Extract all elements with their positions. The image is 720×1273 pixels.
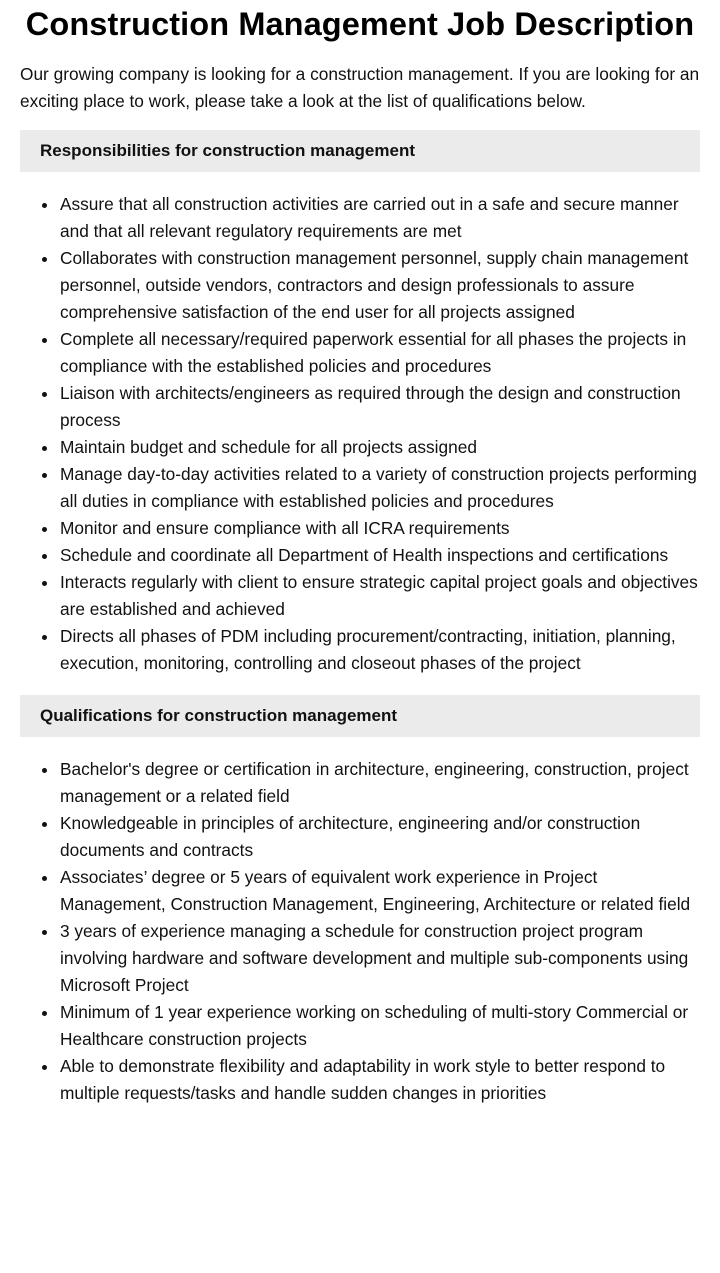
page-title: Construction Management Job Description xyxy=(25,6,695,42)
responsibilities-list xyxy=(20,191,700,677)
list-item: Complete all necessary/required paperwork essential for all phases the projects in compliance with the established policies and procedures xyxy=(20,326,700,380)
list-item: Collaborates with construction management personnel, supply chain management personnel, outside vendors, contractors and design professionals to assure comprehensive satisfaction of the end user for all projects assigned xyxy=(20,245,700,326)
list-item: Interacts regularly with client to ensure strategic capital project goals and objectives are established and achieved xyxy=(20,569,700,623)
list-item: Manage day-to-day activities related to a variety of construction projects performing all duties in compliance with established policies and procedures xyxy=(20,461,700,515)
list-item: Minimum of 1 year experience working on scheduling of multi-story Commercial or Healthcare construction projects xyxy=(20,999,700,1053)
list-item: Knowledgeable in principles of architecture, engineering and/or construction documents and contracts xyxy=(20,810,700,864)
list-item: Maintain budget and schedule for all projects assigned xyxy=(20,434,700,461)
intro-paragraph: Our growing company is looking for a construction management. If you are looking for an exciting place to work, please take a look at the list of qualifications below. xyxy=(20,64,700,111)
list-item: Directs all phases of PDM including procurement/contracting, initiation, planning, execution, monitoring, controlling and closeout phases of the project xyxy=(20,623,700,677)
list-item: Liaison with architects/engineers as required through the design and construction process xyxy=(20,380,700,434)
qualifications-heading: Qualifications for construction management xyxy=(20,695,700,737)
list-item: 3 years of experience managing a schedule for construction project program involving hardware and software development and multiple sub-components using Microsoft Project xyxy=(20,918,700,999)
list-item: Associates’ degree or 5 years of equivalent work experience in Project Management, Construction Management, Engineering, Architecture or related field xyxy=(20,864,700,918)
list-item: Assure that all construction activities are carried out in a safe and secure manner and that all relevant regulatory requirements are met xyxy=(20,191,700,245)
responsibilities-heading: Responsibilities for construction management xyxy=(20,130,700,172)
list-item: Monitor and ensure compliance with all ICRA requirements xyxy=(20,515,700,542)
list-item: Schedule and coordinate all Department of Health inspections and certifications xyxy=(20,542,700,569)
list-item: Bachelor's degree or certification in architecture, engineering, construction, project management or a related field xyxy=(20,756,700,810)
qualifications-list xyxy=(20,756,700,1107)
list-item: Able to demonstrate flexibility and adaptability in work style to better respond to multiple requests/tasks and handle sudden changes in priorities xyxy=(20,1053,700,1107)
